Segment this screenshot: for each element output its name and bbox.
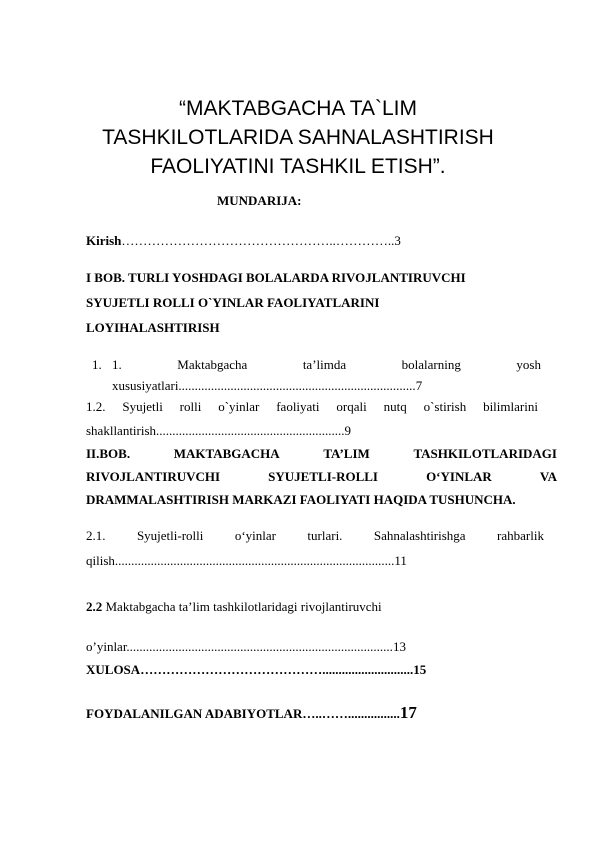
toc-chapter-1-line-3: LOYIHALASHTIRISH xyxy=(86,320,220,335)
toc-heading: MUNDARIJA: xyxy=(217,193,302,208)
toc-section-1-2-cont xyxy=(86,423,557,439)
toc-word: o‘yinlar xyxy=(234,528,276,543)
toc-word: SYUJETLI-ROLLI xyxy=(268,469,378,484)
toc-word: turlari. xyxy=(307,528,343,543)
toc-word: nutq xyxy=(383,399,407,414)
toc-page: 9 xyxy=(344,423,352,438)
toc-word: II.BOB. xyxy=(86,446,131,461)
list-number: 1. xyxy=(92,357,102,372)
toc-chapter-2-line-3: DRAMMALASHTIRISH MARKAZI FAOLIYATI HAQIDA TUSHUNCHA. xyxy=(86,492,516,507)
toc-dots: ……………………………………............................ xyxy=(140,662,414,677)
toc-section-2-1 xyxy=(86,528,544,544)
toc-word: O‘YINLAR xyxy=(426,469,492,484)
toc-section-2-2 xyxy=(86,599,557,615)
toc-dots: …………………………………………..………….. xyxy=(121,233,395,248)
toc-chapter-2-line-2 xyxy=(86,469,557,485)
toc-word: o`stirish xyxy=(423,399,467,414)
toc-label: FOYDALANILGAN ADABIYOTLAR xyxy=(86,706,303,721)
title-line-2: TASHKILOTLARIDA SAHNALASHTIRISH xyxy=(102,126,494,149)
title-line-3: FAOLIYATINI TASHKIL ETISH”. xyxy=(150,155,446,178)
toc-word: Maktabgacha xyxy=(177,357,248,372)
toc-chapter-2-line-1 xyxy=(86,446,557,462)
toc-page: 17 xyxy=(399,703,417,722)
toc-page: 13 xyxy=(392,639,406,654)
toc-word: TA’LIM xyxy=(323,446,370,461)
toc-word: Sahnalashtirishga xyxy=(373,528,466,543)
title-line-1: “MAKTABGACHA TA`LIM xyxy=(178,97,418,120)
toc-section-2-2-cont xyxy=(86,639,557,655)
toc-word: faoliyati xyxy=(276,399,320,414)
toc-dots: o’yinlar.................................................................................. xyxy=(86,639,393,654)
toc-word: Syujetli-rolli xyxy=(136,528,204,543)
toc-word: 1. xyxy=(112,357,122,372)
toc-word: 1.2. xyxy=(86,399,106,414)
toc-word: bilimlarini xyxy=(483,399,538,414)
toc-entry-intro xyxy=(86,233,557,249)
document-title xyxy=(60,94,536,181)
toc-dots: …..……................ xyxy=(302,706,400,721)
toc-section-2-1-cont xyxy=(86,553,557,569)
toc-page: 3 xyxy=(394,233,401,248)
toc-section-1-1-cont xyxy=(112,378,583,394)
toc-chapter-1-line-2: SYUJETLI ROLLI O`YINLAR FAOLIYATLARINI xyxy=(86,295,380,310)
toc-word: rahbarlik xyxy=(497,528,544,543)
toc-word: VA xyxy=(539,469,557,484)
toc-word: yosh xyxy=(516,357,541,372)
toc-word: 2.1. xyxy=(86,528,106,543)
toc-word: TASHKILOTLARIDAGI xyxy=(413,446,557,461)
toc-text: Maktabgacha ta’lim tashkilotlaridagi rivojlantiruvchi xyxy=(102,599,382,614)
toc-word: orqali xyxy=(336,399,367,414)
toc-entry-conclusion xyxy=(86,662,557,678)
toc-page: 11 xyxy=(394,553,407,568)
toc-chapter-1-line-1: I BOB. TURLI YOSHDAGI BOLALARDA RIVOJLANTIRUVCHI xyxy=(86,270,466,285)
toc-word: MAKTABGACHA xyxy=(173,446,280,461)
toc-label: XULOSA xyxy=(86,662,141,677)
toc-page: 15 xyxy=(413,662,427,677)
toc-word: Syujetli xyxy=(122,399,163,414)
toc-page: 7 xyxy=(415,378,423,393)
toc-word: o`yinlar xyxy=(218,399,260,414)
toc-number: 2.2 xyxy=(86,599,103,614)
toc-section-1-2 xyxy=(86,399,538,415)
toc-word: ta’limda xyxy=(302,357,347,372)
toc-section-1-1 xyxy=(112,357,541,373)
toc-dots: shakllantirish.......................................................... xyxy=(86,423,345,438)
toc-label: Kirish xyxy=(86,233,122,248)
toc-dots: qilish...................................................................................... xyxy=(86,553,395,568)
toc-word: bolalarning xyxy=(401,357,461,372)
toc-dots: xususiyatlari......................................................................... xyxy=(112,378,416,393)
toc-word: rolli xyxy=(179,399,202,414)
toc-entry-references xyxy=(86,703,557,723)
toc-word: RIVOJLANTIRUVCHI xyxy=(86,469,221,484)
